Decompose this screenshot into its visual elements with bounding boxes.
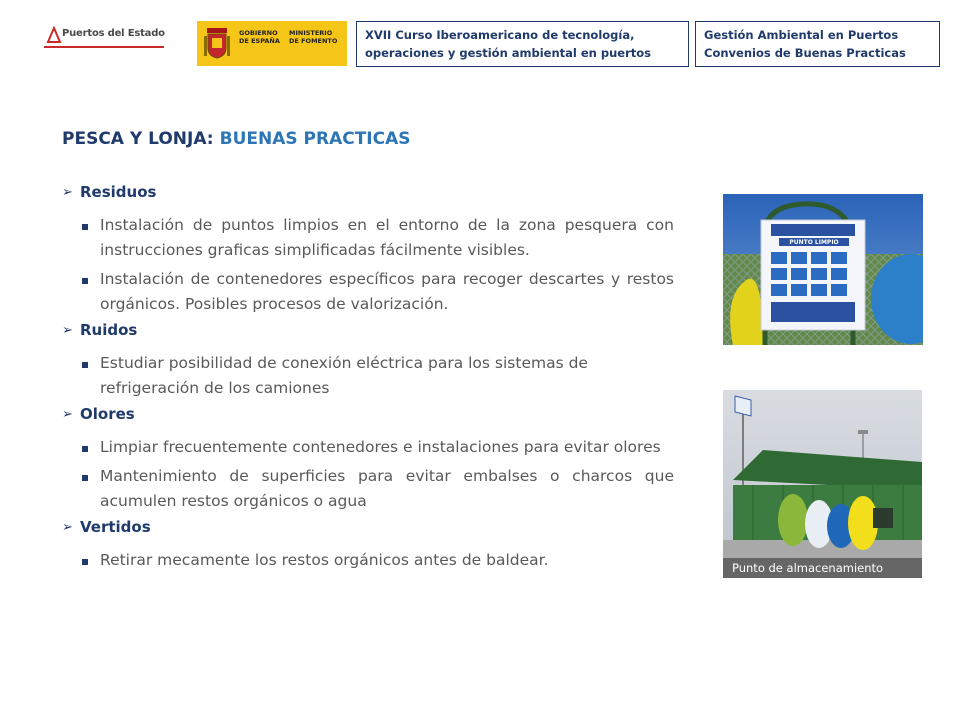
arrow-bullet-icon: ➢: [62, 185, 73, 200]
list-item-text: Retirar mecamente los restos orgánicos antes de baldear.: [100, 551, 549, 569]
slide-title-sub: BUENAS PRACTICAS: [219, 129, 411, 149]
course-title-box: [356, 21, 689, 67]
square-bullet-icon: [82, 435, 100, 460]
puertos-logo-underline: [44, 46, 164, 48]
section-heading-text: Residuos: [80, 183, 157, 201]
sign-title: PUNTO LIMPIO: [789, 239, 839, 246]
list-item: [62, 267, 674, 317]
slide-title-main: PESCA Y LONJA:: [62, 129, 214, 149]
coat-of-arms-icon: [203, 26, 231, 60]
section-heading-ruidos: [62, 321, 674, 347]
section-heading-residuos: [62, 183, 674, 209]
square-bullet-icon: [82, 351, 100, 401]
list-item-text: Instalación de contenedores específicos para recoger descartes y restos orgánicos. Posibles procesos de valorización.: [100, 270, 674, 313]
list-item: [62, 213, 674, 263]
punto-limpio-photo: [723, 194, 923, 345]
puertos-logo-mark-icon: [46, 26, 62, 44]
square-bullet-icon: [82, 213, 100, 263]
square-bullet-icon: [82, 267, 100, 317]
puertos-logo-text: Puertos del Estado: [62, 28, 165, 39]
list-item: [62, 435, 674, 460]
section-heading-text: Olores: [80, 405, 135, 423]
section-heading-text: Ruidos: [80, 321, 138, 339]
gobierno-espana-logo: [197, 21, 347, 66]
slide-title: [62, 129, 411, 149]
section-heading-text: Vertidos: [80, 518, 151, 536]
square-bullet-icon: [82, 548, 100, 573]
list-item-text: Mantenimiento de superficies para evitar embalses o charcos que acumulen restos orgánicos o agua: [100, 467, 674, 510]
storage-point-photo: [723, 390, 922, 578]
ministerio-text: MINISTERIO DE FOMENTO: [289, 29, 338, 45]
arrow-bullet-icon: ➢: [62, 407, 73, 422]
list-item-text: Estudiar posibilidad de conexión eléctrica para los sistemas de refrigeración de los camiones: [100, 354, 588, 397]
topic-line-1: Gestión Ambiental en Puertos: [704, 28, 899, 42]
topic-title-box: [695, 21, 940, 67]
list-item-text: Instalación de puntos limpios en el entorno de la zona pesquera con instrucciones graficas simplificadas fácilmente visibles.: [100, 216, 674, 259]
section-heading-vertidos: [62, 518, 674, 544]
photo-caption: Punto de almacenamiento: [723, 558, 922, 578]
list-item: [62, 548, 674, 573]
square-bullet-icon: [82, 464, 100, 514]
course-line-2: operaciones y gestión ambiental en puertos: [365, 46, 651, 60]
list-item-text: Limpiar frecuentemente contenedores e instalaciones para evitar olores: [100, 438, 661, 456]
list-item: [62, 464, 674, 514]
course-line-1: XVII Curso Iberoamericano de tecnología,: [365, 28, 635, 42]
topic-line-2: Convenios de Buenas Practicas: [704, 46, 906, 60]
content-body: [62, 183, 674, 577]
arrow-bullet-icon: ➢: [62, 520, 73, 535]
punto-limpio-illustration: [723, 194, 923, 345]
arrow-bullet-icon: ➢: [62, 323, 73, 338]
gobierno-text: GOBIERNO DE ESPAÑA: [239, 29, 280, 45]
section-heading-olores: [62, 405, 674, 431]
list-item: [62, 351, 674, 401]
puertos-del-estado-logo: [42, 24, 167, 58]
storage-point-illustration: [723, 390, 922, 578]
